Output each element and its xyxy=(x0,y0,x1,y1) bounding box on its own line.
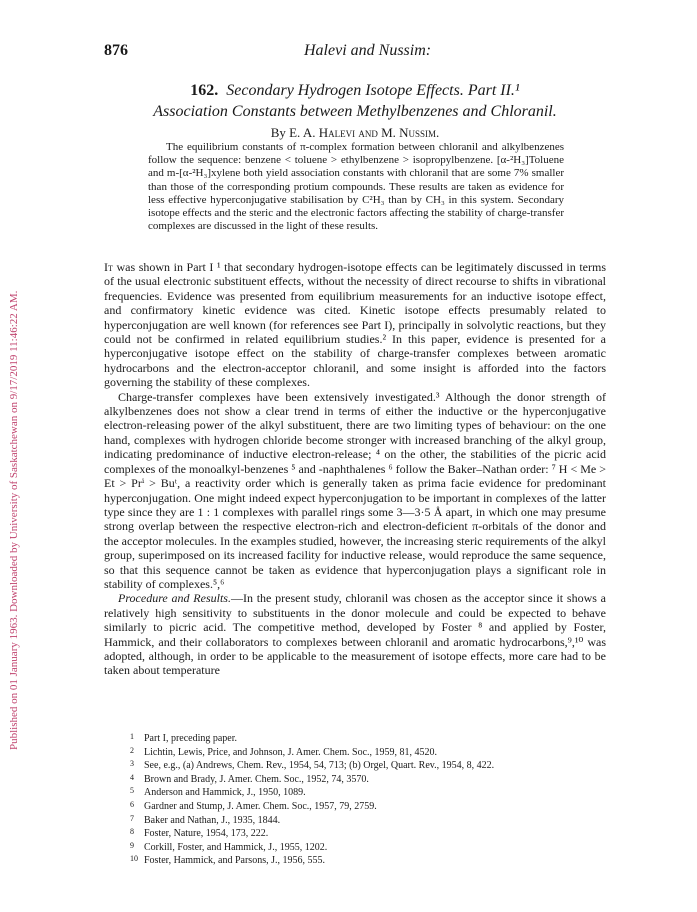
footnote-number: 3 xyxy=(130,759,134,769)
body-paragraph-2: Charge-transfer complexes have been extensively investigated.³ Although the donor strength of alkylbenzenes does not show a clear trend in terms of either the inductive or the hyperconjugative electron-releasing power of the alkyl substituent, there are two limiting types of behaviour: on the one hand, complexes with hydrogen chloride become stronger with increased branching of the alkyl group, indicating predominance of inductive electron-release; ⁴ on the other, the stabilities of the picric acid complexes of the monoalkyl-benzenes ⁵ and -naphthalenes ⁶ follow the Baker–Nathan order: ⁷ H < Me > Et > Prⁱ > Buᵗ, a reactivity order which is generally taken as prima facie evidence for predominant hyperconjugation. One might indeed expect hyperconjugation to be important in complexes of the latter type since they are 1 : 1 complexes with parallel rings some 3—3·5 Å apart, in which one may presume strong overlap between the respective electron-rich and electron-deficient π-orbitals of the donor and the acceptor molecules. In the examples studied, however, the increasing steric requirements of the alkyl group, superimposed on its increased facility for inductive release, would reproduce the same sequence, so that this sequence cannot be taken as evidence that hyperconjugation plays a significant role in stability of complexes.⁵,⁶ xyxy=(104,389,606,591)
footnote xyxy=(130,853,600,867)
footnote-number: 6 xyxy=(130,799,134,809)
footnote-number: 9 xyxy=(130,840,134,850)
footnote-number: 4 xyxy=(130,772,134,782)
footnote-text: Lichtin, Lewis, Price, and Johnson, J. Amer. Chem. Soc., 1959, 81, 4520. xyxy=(144,746,438,758)
article-title-line-1 xyxy=(104,80,606,101)
footnote xyxy=(130,772,600,786)
article-number: 162. xyxy=(190,82,219,99)
footnote xyxy=(130,813,600,827)
body-paragraph-1 xyxy=(104,260,606,390)
article-header xyxy=(104,80,606,142)
footnotes xyxy=(130,731,600,867)
footnote-number: 1 xyxy=(130,732,134,741)
footnote-text: Foster, Hammick, and Parsons, J., 1956, 555. xyxy=(144,855,325,867)
footnote-number: 7 xyxy=(130,813,134,823)
footnote xyxy=(130,745,600,759)
footnote xyxy=(130,826,600,840)
section-heading: Procedure and Results. xyxy=(118,591,231,606)
footnote-text: Gardner and Stump, J. Amer. Chem. Soc., 1957, 79, 2759. xyxy=(144,800,377,812)
page-number: 876 xyxy=(104,42,128,59)
title-text-1: Secondary Hydrogen Isotope Effects. Part II.¹ xyxy=(226,82,520,99)
footnote-text: Foster, Nature, 1954, 173, 222. xyxy=(144,828,269,840)
paragraph-3-text: —In the present study, chloranil was chosen as the acceptor since it shows a relatively high sensitivity to substituents in the donor molecule and could be expected to behave similarly to picric acid. The competitive method, developed by Foster ⁸ and applied by Foster, Hammick, and their collaborators to complexes between chloranil and aromatic hydrocarbons,⁹,¹⁰ was adopted, although, in order to be applicable to the measurement of isotope effects, more care had to be taken about temperature xyxy=(104,591,606,678)
footnote xyxy=(130,758,600,772)
authors: E. A. Halevi and M. Nussim. xyxy=(289,125,440,140)
abstract xyxy=(148,141,564,233)
footnote-number: 8 xyxy=(130,827,134,837)
footnote-number: 2 xyxy=(130,745,134,755)
body-paragraph-3 xyxy=(104,591,606,677)
paragraph-1-text: was shown in Part I ¹ that secondary hydrogen-isotope effects can be legitimately discussed in terms of the usual electronic substituent effects, without the necessity of direct recourse to shifts in vibrational frequencies. Evidence was presented from equilibrium measurements for an inductive isotope effect, and confirmatory kinetic evidence was cited. Kinetic isotope effects presumably related to hyperconjugation are well known (for references see Part I), principally in solvolytic reactions, but they could not be confirmed in related equilibrium studies.² In this paper, evidence is presented for a hyperconjugative isotope effect on the stability of charge-transfer complexes between aromatic hydrocarbons and the electron-acceptor chloranil, and some insight is afforded into the factors governing the stability of these complexes. xyxy=(104,260,606,390)
byline-prefix: By xyxy=(270,125,286,140)
running-head xyxy=(104,42,604,62)
footnote-text: Corkill, Foster, and Hammick, J., 1955, 1202. xyxy=(144,841,328,853)
footnote-text: Part I, preceding paper. xyxy=(144,733,238,744)
running-title: Halevi and Nussim: xyxy=(304,42,432,59)
footnote-number: 10 xyxy=(130,854,138,864)
footnote xyxy=(130,799,600,813)
paragraph-lead: It xyxy=(104,260,113,274)
article-title-line-2: Association Constants between Methylbenzenes and Chloranil. xyxy=(153,103,557,120)
footnote xyxy=(130,785,600,799)
footnote xyxy=(130,840,600,854)
footnote-text: Brown and Brady, J. Amer. Chem. Soc., 1952, 74, 3570. xyxy=(144,773,369,785)
article-body xyxy=(104,260,606,678)
footnote xyxy=(130,731,600,745)
footnote-text: See, e.g., (a) Andrews, Chem. Rev., 1954, 54, 713; (b) Orgel, Quart. Rev., 1954, 8, 422. xyxy=(144,760,495,772)
footnote-text: Baker and Nathan, J., 1935, 1844. xyxy=(144,814,281,826)
download-watermark: Published on 01 January 1963. Downloaded by University of Saskatchewan on 9/17/2019 11:46:22 AM. xyxy=(8,290,20,750)
footnote-number: 5 xyxy=(130,786,134,796)
footnote-text: Anderson and Hammick, J., 1950, 1089. xyxy=(144,787,306,799)
byline xyxy=(104,123,606,142)
abstract-text: The equilibrium constants of π-complex formation between chloranil and alkylbenzenes follow the sequence: benzene < toluene > ethylbenzene > isopropylbenzene. [α-²H₃]Toluene and m-[α-²H₃]xylene both yield association constants with chloranil that are some 7% smaller than those of the corresponding protium compounds. These results are taken as evidence for less effective hyperconjugative stabilisation by C²H₃ than by CH₃ in this system. Secondary isotope effects and the steric and the electronic factors affecting the stability of charge-transfer complexes are discussed in the light of these results. xyxy=(148,141,564,233)
